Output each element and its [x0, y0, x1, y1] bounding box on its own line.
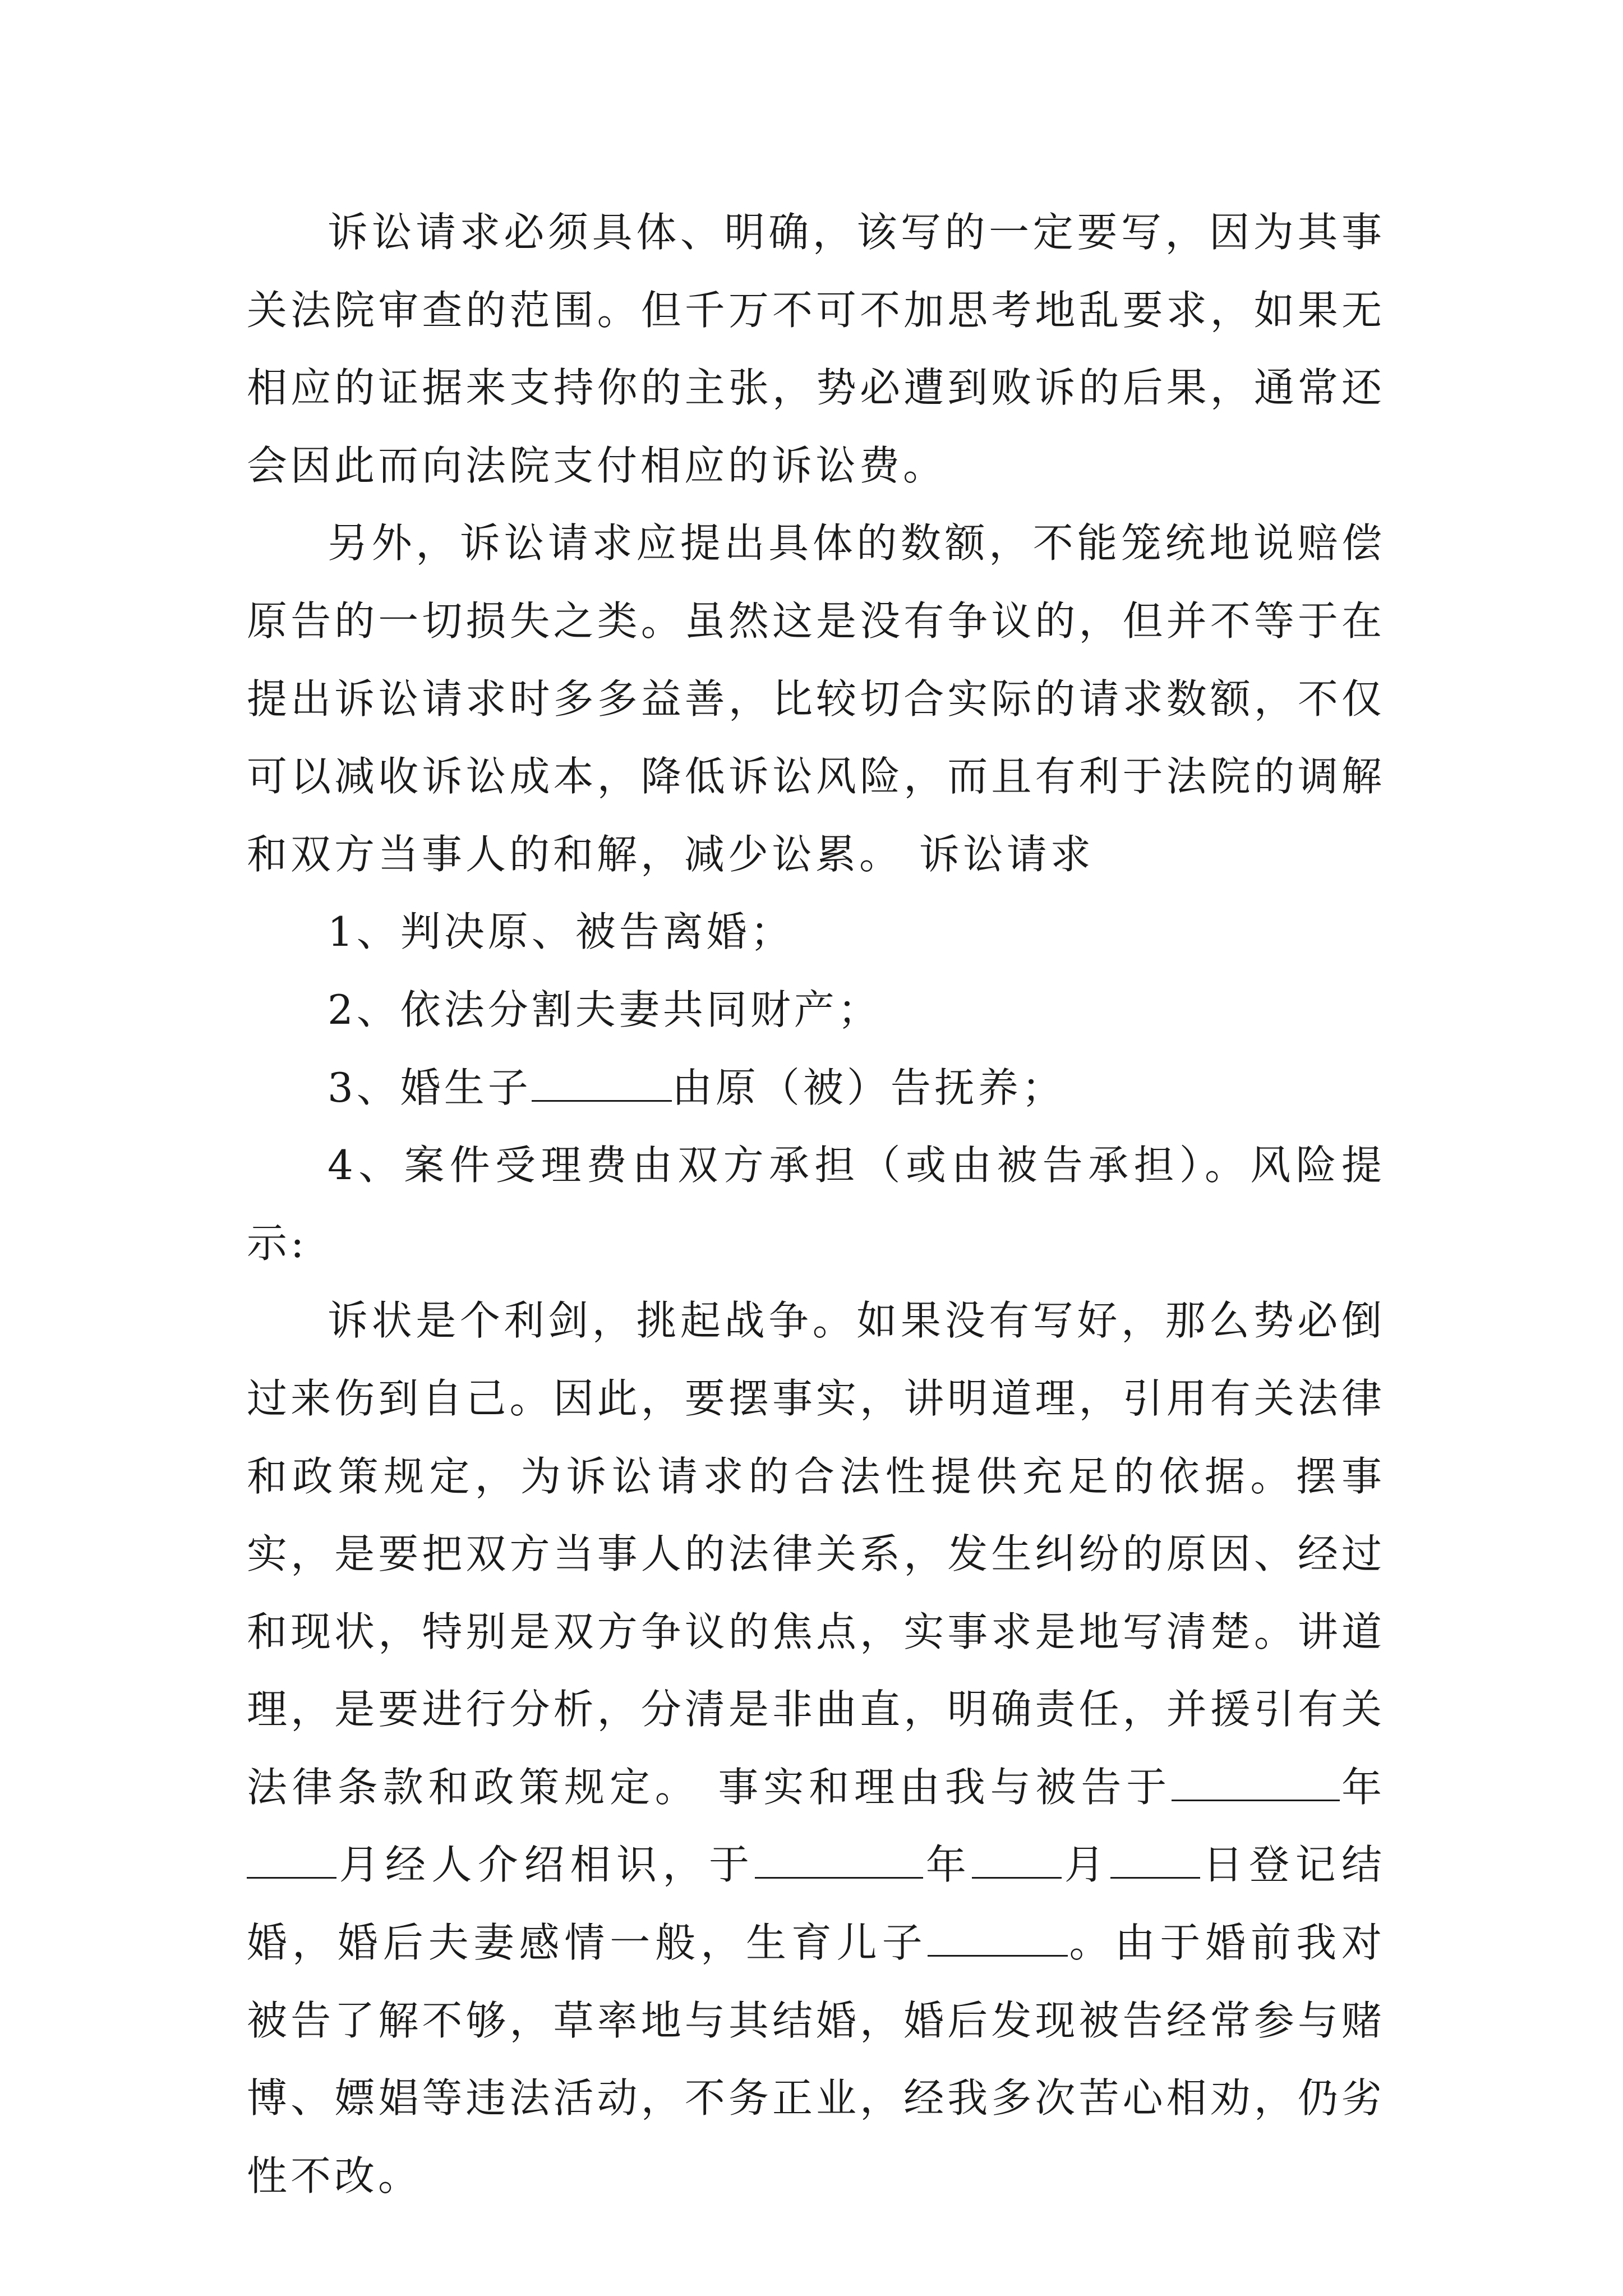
facts-text: 日登记结婚，婚后夫妻感情一般，生育儿子 [247, 1841, 1385, 1967]
facts-text: 年 [1340, 1763, 1385, 1811]
blank-line [972, 1841, 1062, 1879]
document-body [247, 194, 1385, 2215]
paragraph-claims-amount: 另外，诉讼请求应提出具体的数额，不能笼统地说赔偿原告的一切损失之类。虽然这是没有争议的，但并不等于在提出诉讼请求时多多益善，比较切合实际的请求数额，不仅可以减收诉讼成本，降低诉讼风险，而且有利于法院的调解和双方当事人的和解，减少讼累。 诉讼请求 [247, 519, 1385, 878]
facts-text: 月 [1062, 1841, 1111, 1889]
blank-line [1110, 1841, 1200, 1879]
facts-text: 。由于婚前我对被告了解不够，草率地与其结婚，婚后发现被告经常参与赌博、嫖娼等违法活动，不务正业，经我多次苦心相劝，仍劣性不改。 [247, 1919, 1385, 2200]
claim-item-3-before: 3、婚生子 [328, 1064, 532, 1111]
blank-line [755, 1841, 923, 1879]
paragraph-risk-facts [247, 1282, 1385, 2215]
facts-text: 年 [923, 1841, 972, 1889]
blank-line [532, 1064, 672, 1102]
risk-text: 诉状是个利剑，挑起战争。如果没有写好，那么势必倒过来伤到自己。因此，要摆事实，讲明道理，引用有关法律和政策规定，为诉讼请求的合法性提供充足的依据。摆事实，是要把双方当事人的法律关系，发生纠纷的原因、经过和现状，特别是双方争议的焦点，实事求是地写清楚。讲道理，是要进行分析，分清是非曲直，明确责任，并援引有关法律条款和政策规定。 事实和理由我与被告于 [247, 1297, 1385, 1811]
blank-line [928, 1918, 1068, 1957]
claim-item-2: 2、依法分割夫妻共同财产； [328, 986, 882, 1033]
facts-text: 月经人介绍相识，于 [336, 1841, 755, 1889]
claim-item-1: 1、判决原、被告离婚； [328, 908, 794, 956]
paragraph-claims-specific: 诉讼请求必须具体、明确，该写的一定要写，因为其事关法院审查的范围。但千万不可不加思考地乱要求，如果无相应的证据来支持你的主张，势必遭到败诉的后果，通常还会因此而向法院支付相应的诉讼费。 [247, 209, 1385, 489]
claim-item-3 [247, 1049, 1385, 1127]
blank-line [1172, 1763, 1340, 1801]
blank-line [247, 1841, 336, 1879]
claim-item-4: 4、案件受理费由双方承担（或由被告承担）。风险提示: [247, 1142, 1385, 1267]
claim-item-3-after: 由原（被）告抚养； [671, 1064, 1066, 1111]
